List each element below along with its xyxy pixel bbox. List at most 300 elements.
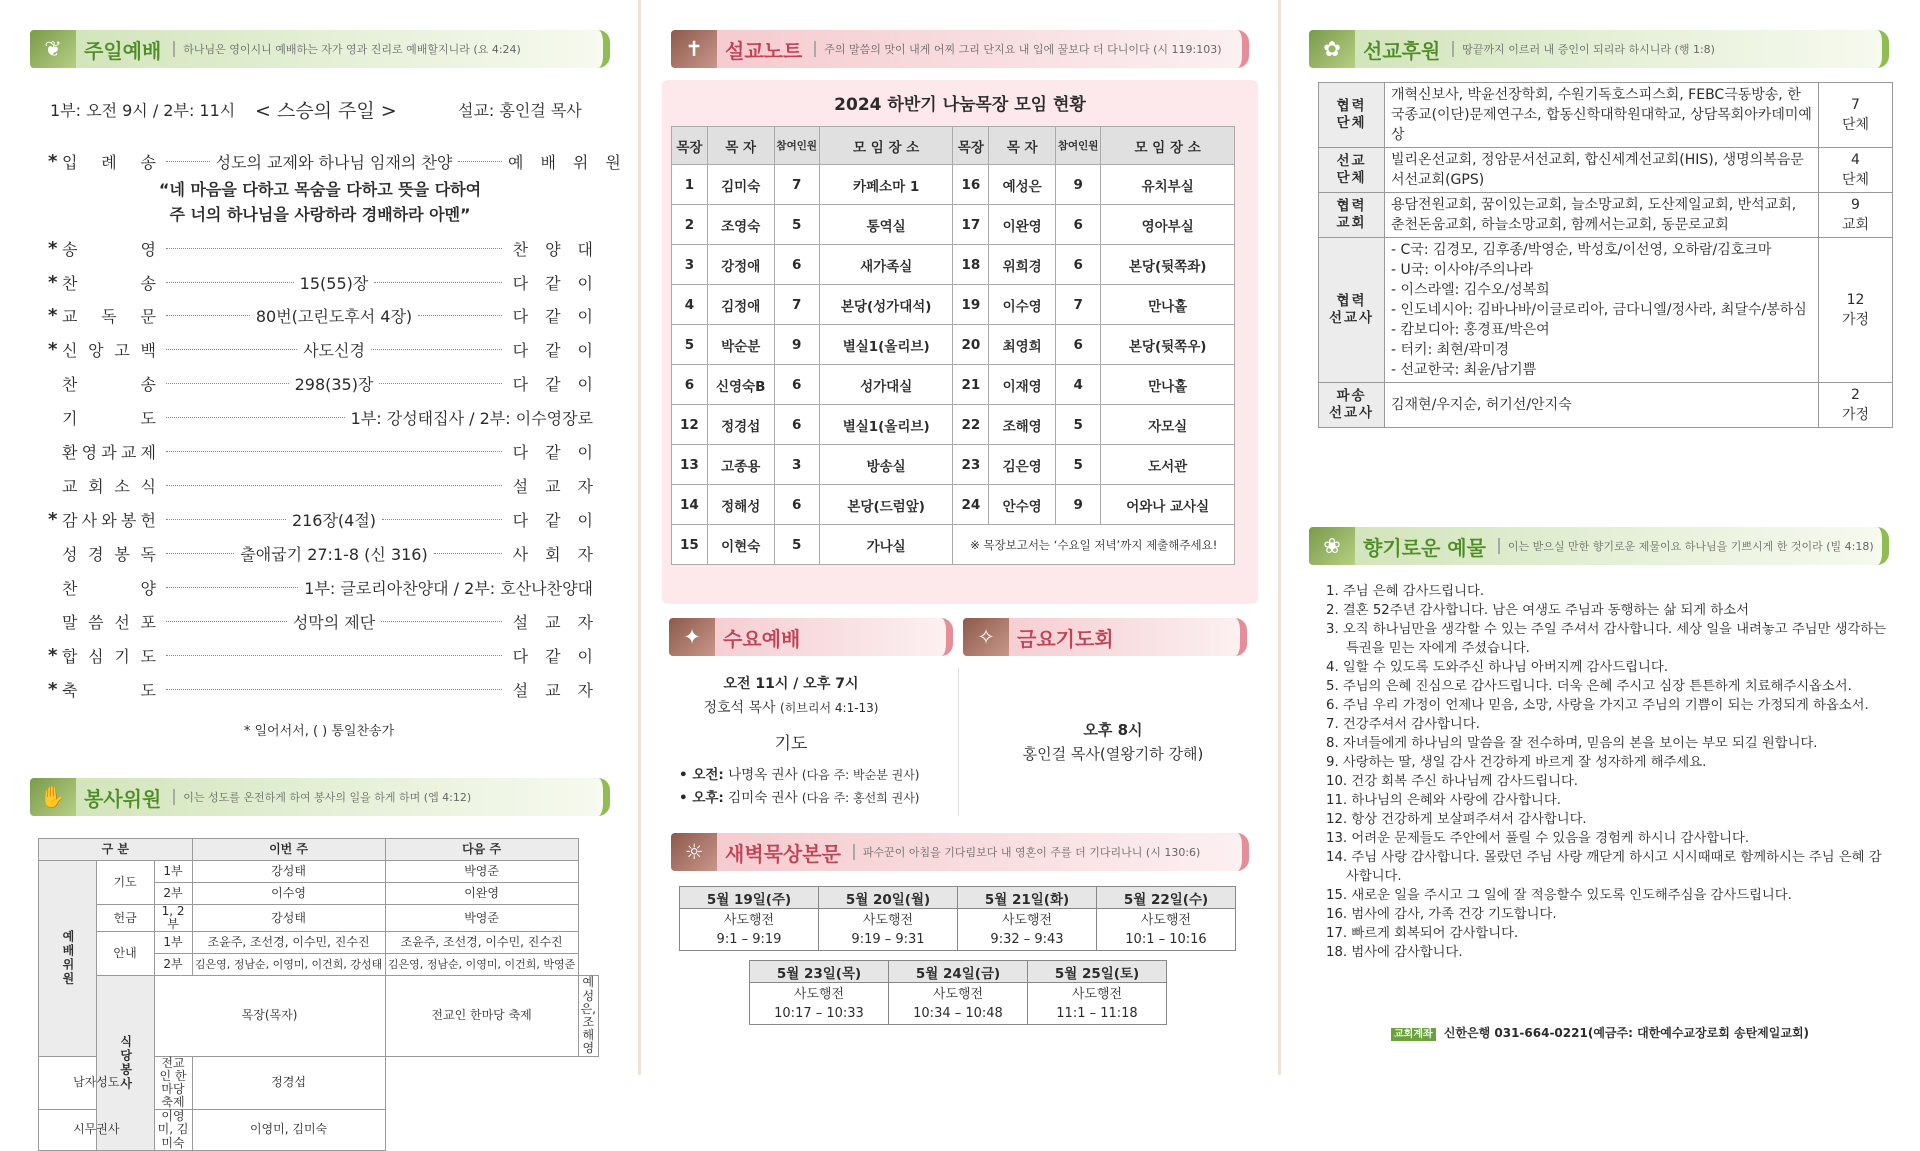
cell: 7 <box>1056 285 1101 325</box>
cell: 자모실 <box>1101 405 1235 445</box>
mission-row <box>1319 383 1893 428</box>
order-item-responsible: 다같이 <box>512 374 610 394</box>
leader-line <box>382 519 502 520</box>
order-item-responsible: 다같이 <box>512 646 610 666</box>
order-item-name <box>62 474 160 497</box>
cell: 6 <box>672 365 708 405</box>
missionary-item: - 선교한국: 최윤/남기쁨 <box>1391 360 1812 380</box>
name-char: 감 <box>62 510 78 530</box>
leader-line <box>166 161 210 162</box>
column-divider <box>958 668 959 816</box>
leader-line <box>166 451 502 452</box>
name-char: 봉 <box>120 510 137 530</box>
gratitude-item: 8. 자녀들에게 하나님의 말씀을 잘 전수하며, 믿음의 본을 보이는 부모 되길 원합니다. <box>1326 736 1818 751</box>
standing-mark: * <box>48 271 58 293</box>
name-char: 송 <box>140 374 156 394</box>
cell: 별실1(올리브) <box>819 405 953 445</box>
order-row <box>48 507 610 531</box>
prayer-pm-next: (다음 주: 홍선희 권사) <box>801 791 920 805</box>
account-tag: 교회계좌 <box>1391 1028 1436 1041</box>
panel-worship <box>0 0 638 1150</box>
part-cell: 1부 <box>154 861 192 883</box>
mission-row <box>1319 193 1893 238</box>
part-cell: 2부 <box>154 883 192 905</box>
cell: 어와나 교사실 <box>1101 485 1235 525</box>
prayer-am <box>679 763 920 783</box>
role-label: 안내 <box>96 932 154 976</box>
date-cell: 5월 23일(목) <box>750 961 889 983</box>
part-cell: 2부 <box>154 954 192 976</box>
table-row <box>672 245 1235 285</box>
leader-line <box>166 587 298 588</box>
date-cell: 5월 25일(토) <box>1028 961 1167 983</box>
name-char: 독 <box>140 544 156 564</box>
order-row <box>48 371 610 395</box>
leader-line <box>166 349 297 350</box>
volunteers-title: 봉사위원 <box>84 786 162 811</box>
mission-label: 선교 단체 <box>1319 148 1385 193</box>
mission-count: 7 단체 <box>1819 83 1893 148</box>
part-cell: 1부 <box>154 932 192 954</box>
col-header: 구 분 <box>39 839 193 861</box>
order-item-name <box>62 542 160 565</box>
prayer-pm-name: 김미숙 권사 <box>728 790 798 806</box>
passage-book: 사도행전 <box>1071 986 1123 1002</box>
order-item-responsible: 다같이 <box>512 442 610 462</box>
prayer-am-next: (다음 주: 박순분 권사) <box>801 768 920 782</box>
cell: 예성은, 조해영 <box>578 976 598 1056</box>
name-char: 영 <box>140 239 156 259</box>
cell: 6 <box>1056 245 1101 285</box>
standing-mark: * <box>48 338 58 360</box>
mission-label: 협력 선교사 <box>1319 238 1385 383</box>
mission-count: 4 단체 <box>1819 148 1893 193</box>
leader-line <box>166 621 287 622</box>
order-item-name <box>62 150 160 173</box>
order-item-responsible: 설교자 <box>512 612 610 632</box>
order-item-responsible: 예배위원 <box>508 152 638 172</box>
order-row <box>48 643 610 667</box>
gratitude-item: 18. 범사에 감사합니다. <box>1326 945 1463 960</box>
date-cell: 5월 21일(화) <box>958 887 1097 909</box>
prayer-pm <box>679 786 920 806</box>
cell: 위희경 <box>989 245 1056 285</box>
name-char: 양 <box>140 578 156 598</box>
small-group-panel <box>662 80 1258 604</box>
order-row <box>48 149 638 173</box>
col-header: 모 임 장 소 <box>819 127 953 165</box>
cell: 3 <box>672 245 708 285</box>
cell: 안수영 <box>989 485 1056 525</box>
gratitude-item: 2. 결혼 52주년 감사합니다. 남은 여생도 주님과 동행하는 삶 되게 하소서 <box>1326 603 1749 618</box>
passage-range: 11:1 – 11:18 <box>1056 1005 1138 1021</box>
volunteers-table <box>38 838 599 1151</box>
missionary-list <box>1391 240 1812 380</box>
order-item-content: 성도의 교제와 하나님 임재의 찬양 <box>215 152 453 172</box>
cell: 조윤주, 조선경, 이수민, 진수진 <box>192 932 385 954</box>
wednesday-preacher: 정호석 목사 <box>703 700 776 716</box>
missionary-item: - 인도네시아: 김바나바/이글로리아, 금다니엘/정사라, 최달수/봉하심 <box>1391 300 1812 320</box>
panel-sermon-notes <box>641 0 1278 1075</box>
dawn-table-week1 <box>679 886 1236 951</box>
cell: 조해영 <box>989 405 1056 445</box>
cell: 16 <box>953 165 989 205</box>
dawn-subtitle: 파수꾼이 아침을 기다림보다 내 영혼이 주를 더 기다리나니 (시 130:6) <box>853 844 1200 860</box>
name-char: 과 <box>101 442 117 462</box>
cell: 이완영 <box>385 883 578 905</box>
cell: 22 <box>953 405 989 445</box>
name-char: 독 <box>101 306 117 326</box>
service-times: 1부: 오전 9시 / 2부: 11시 <box>50 101 236 120</box>
name-char: 소 <box>114 476 130 496</box>
account-info <box>1391 1024 1809 1041</box>
standing-mark: * <box>48 644 58 666</box>
cell: 박순분 <box>707 325 774 365</box>
passage-range: 10:17 – 10:33 <box>774 1005 864 1021</box>
dawn-table-week2 <box>749 960 1167 1025</box>
col-header: 참여인원 <box>1056 127 1101 165</box>
name-char: 헌 <box>140 510 156 530</box>
standing-mark: * <box>48 150 58 172</box>
date-row <box>750 961 1167 983</box>
cell: 9 <box>774 325 819 365</box>
order-item-content: 사도신경 <box>303 340 365 360</box>
name-char: 앙 <box>88 340 104 360</box>
gratitude-banner <box>1309 527 1889 565</box>
leader-line <box>458 161 502 162</box>
cell: 조영숙 <box>707 205 774 245</box>
order-item-responsible: 다같이 <box>512 273 611 293</box>
table-row <box>672 325 1235 365</box>
date-cell: 5월 22일(수) <box>1097 887 1236 909</box>
passage-cell <box>680 909 819 951</box>
cell: 6 <box>1056 325 1101 365</box>
gratitude-item: 15. 새로운 일을 주시고 그 일에 잘 적응할수 있도록 인도해주심을 감사드립니다. <box>1326 888 1792 903</box>
mission-content: 용담전원교회, 꿈이있는교회, 늘소망교회, 도산제일교회, 반석교회, 춘천돈움교회, 하늘소망교회, 함께서는교회, 동문로교회 <box>1385 193 1819 238</box>
mission-count: 9 교회 <box>1819 193 1893 238</box>
cell: 강정애 <box>707 245 774 285</box>
sunrise-icon: ☼ <box>671 833 717 871</box>
passage-range: 9:32 – 9:43 <box>990 931 1064 947</box>
table-row <box>672 285 1235 325</box>
cell: 이완영 <box>989 205 1056 245</box>
cell: 박영준 <box>385 861 578 883</box>
name-char: 도 <box>140 646 156 666</box>
cell: 5 <box>1056 405 1101 445</box>
leader-line <box>166 519 286 520</box>
order-item-name <box>62 237 160 260</box>
mission-label: 협력 교회 <box>1319 193 1385 238</box>
friday-preacher: 홍인걸 목사(열왕기하 강해) <box>1022 745 1204 763</box>
table-row <box>672 205 1235 245</box>
leader-line <box>374 282 502 283</box>
gratitude-item: 3. 오직 하나님만을 생각할 수 있는 주일 주셔서 감사합니다. 세상 일을 내려놓고 주님만 생각하는 특권을 믿는 자에게 주셨습니다. <box>1326 622 1886 656</box>
leader-line <box>379 383 502 384</box>
cell: 본당(뒷쪽우) <box>1101 325 1235 365</box>
worship-banner <box>30 30 610 68</box>
cell: 유치부실 <box>1101 165 1235 205</box>
cell: 전교인 한마당 축제 <box>385 976 578 1056</box>
cell: 새가족실 <box>819 245 953 285</box>
cell: 강성태 <box>192 861 385 883</box>
leader-line <box>166 383 289 384</box>
passage-range: 10:1 – 10:16 <box>1125 931 1207 947</box>
passage-range: 9:19 – 9:31 <box>851 931 925 947</box>
mission-content: 김재현/우지순, 허기선/안지숙 <box>1385 383 1819 428</box>
name-char: 말 <box>62 612 78 632</box>
order-item-responsible: 1부: 강성태집사 / 2부: 이수영장로 <box>350 408 593 428</box>
service-header <box>50 96 590 120</box>
passage-book: 사도행전 <box>1001 912 1053 928</box>
missionary-item: - 캄보디아: 홍경표/박은여 <box>1391 320 1812 340</box>
cell: 전교인 한마당 축제 <box>154 1056 192 1110</box>
order-item-responsible: 설교자 <box>512 680 610 700</box>
order-item-name <box>62 304 160 327</box>
mission-row <box>1319 238 1893 383</box>
worship-subtitle: 하나님은 영이시니 예배하는 자가 영과 진리로 예배할지니라 (요 4:24) <box>173 41 521 57</box>
standing-mark: * <box>48 678 58 700</box>
name-char: 송 <box>140 152 156 172</box>
wednesday-info <box>641 672 941 756</box>
col-header: 목장 <box>953 127 989 165</box>
mission-row <box>1319 83 1893 148</box>
gratitude-item: 6. 주님 우리 가정이 언제나 믿음, 소망, 사랑을 가지고 주님의 기쁨이 되는 가정되게 하옵소서. <box>1326 698 1869 713</box>
name-char: 와 <box>101 510 117 530</box>
friday-info <box>963 718 1263 766</box>
table-row <box>672 485 1235 525</box>
name-char: 기 <box>62 408 78 428</box>
name-char: 교 <box>62 476 78 496</box>
name-char: 심 <box>88 646 104 666</box>
account-text: 신한은행 031-664-0221(예금주: 대한예수교장로회 송탄제일교회) <box>1443 1026 1810 1040</box>
role-label: 기도 <box>96 861 154 905</box>
cell: 7 <box>774 165 819 205</box>
order-item-name <box>62 338 160 361</box>
mission-content: 빌리온선교회, 정암문서선교회, 합신세계선교회(HIS), 생명의복음문서선교회(GPS) <box>1385 148 1819 193</box>
missionary-item: - 터키: 최현/곽미경 <box>1391 340 1812 360</box>
name-char: 선 <box>114 612 130 632</box>
cell: 19 <box>953 285 989 325</box>
gratitude-item: 16. 범사에 감사, 가족 건강 기도합니다. <box>1326 907 1557 922</box>
order-item-name <box>62 576 160 599</box>
order-item-responsible: 다같이 <box>512 340 611 360</box>
standing-mark: * <box>48 508 58 530</box>
order-item-responsible: 사회자 <box>512 544 611 564</box>
cell: 24 <box>953 485 989 525</box>
name-char: 고 <box>114 340 130 360</box>
cell: 5 <box>1056 445 1101 485</box>
cell: 김정애 <box>707 285 774 325</box>
passage-book: 사도행전 <box>862 912 914 928</box>
name-char: 찬 <box>62 578 78 598</box>
cell: 통역실 <box>819 205 953 245</box>
passage-cell <box>889 983 1028 1025</box>
missions-subtitle: 땅끝까지 이르러 내 증인이 되리라 하시니라 (행 1:8) <box>1452 41 1715 57</box>
order-item-responsible: 설교자 <box>512 476 610 496</box>
order-row <box>48 337 611 361</box>
order-item-content: 성막의 제단 <box>292 612 376 632</box>
cell: 18 <box>953 245 989 285</box>
cell: 3 <box>774 445 819 485</box>
name-char: 도 <box>140 408 156 428</box>
order-row <box>48 303 610 327</box>
name-char: 식 <box>140 476 156 496</box>
cell: 5 <box>774 525 819 565</box>
order-row <box>48 541 611 565</box>
cell: 만나홀 <box>1101 365 1235 405</box>
cell: 정해성 <box>707 485 774 525</box>
standing-mark: * <box>48 304 58 326</box>
gratitude-item: 7. 건강주셔서 감사합니다. <box>1326 717 1480 732</box>
gratitude-item: 10. 건강 회복 주신 하나님께 감사드립니다. <box>1326 774 1579 789</box>
passage-row <box>680 909 1236 951</box>
cell: 신영숙B <box>707 365 774 405</box>
report-note: ※ 목장보고서는 ‘수요일 저녁’까지 제출해주세요! <box>953 525 1235 565</box>
part-cell: 1, 2부 <box>154 905 192 932</box>
order-item-name <box>62 678 160 701</box>
order-item-content: 80번(고린도후서 4장) <box>255 306 413 326</box>
order-item-name <box>62 271 160 294</box>
mission-content <box>1385 238 1819 383</box>
col-header: 참여인원 <box>774 127 819 165</box>
cell: 13 <box>672 445 708 485</box>
wednesday-passage: (히브리서 4:1-13) <box>780 701 879 715</box>
cell: 최영희 <box>989 325 1056 365</box>
verse-line-1: “네 마음을 다하고 목숨을 다하고 뜻을 다하여 <box>158 180 482 199</box>
cell: 김은영, 정남순, 이영미, 이건희, 강성태 <box>192 954 385 976</box>
date-cell: 5월 19일(주) <box>680 887 819 909</box>
name-char: 문 <box>140 306 156 326</box>
order-item-responsible: 다같이 <box>512 510 610 530</box>
cell: 이영미, 김미숙 <box>192 1110 385 1151</box>
table-row <box>672 525 1235 565</box>
mission-row <box>1319 148 1893 193</box>
cell: 4 <box>1056 365 1101 405</box>
table-row <box>672 405 1235 445</box>
gratitude-item: 17. 빠르게 회복되어 감사합니다. <box>1326 926 1519 941</box>
friday-time: 오후 8시 <box>1083 721 1143 739</box>
passage-cell <box>1028 983 1167 1025</box>
cell: 15 <box>672 525 708 565</box>
order-item-responsible: 1부: 글로리아찬양대 / 2부: 호산나찬양대 <box>304 578 593 598</box>
worship-title: 주일예배 <box>84 38 162 63</box>
leader-line <box>166 553 234 554</box>
gratitude-title: 향기로운 예물 <box>1363 535 1486 560</box>
cell: 6 <box>774 245 819 285</box>
wednesday-title: 수요예배 <box>723 626 801 651</box>
cell: 본당(뒷쪽좌) <box>1101 245 1235 285</box>
cell: 23 <box>953 445 989 485</box>
sermon-notes-subtitle: 주의 말씀의 맛이 내게 어찌 그리 단지요 내 입에 꿀보다 더 다니이다 (시 119:103) <box>814 41 1221 57</box>
order-item-name <box>62 644 160 667</box>
cell: 강성태 <box>192 905 385 932</box>
cell: 김미숙 <box>707 165 774 205</box>
order-row <box>48 677 610 701</box>
cell: 방송실 <box>819 445 953 485</box>
passage-cell <box>750 983 889 1025</box>
date-cell: 5월 20일(월) <box>819 887 958 909</box>
name-char: 사 <box>81 510 98 530</box>
cell: 21 <box>953 365 989 405</box>
missionary-item: - C국: 김경모, 김후종/박영순, 박성호/이선영, 오하람/김호크마 <box>1391 240 1812 260</box>
order-item-content: 출애굽기 27:1-8 (신 316) <box>240 544 428 564</box>
name-char: 기 <box>114 646 130 666</box>
role-label: 헌금 <box>96 905 154 932</box>
group-label: 예배위원 <box>39 861 97 1057</box>
dawn-banner <box>671 833 1249 871</box>
prayer-title: 기도 <box>774 734 808 754</box>
leader-line <box>166 315 250 316</box>
cell: 정경섭 <box>707 405 774 445</box>
passage-row <box>750 983 1167 1025</box>
passage-book: 사도행전 <box>723 912 775 928</box>
order-row <box>48 236 610 260</box>
cell: 12 <box>672 405 708 445</box>
cell: 김은영, 정남순, 이영미, 이건희, 박영준 <box>385 954 578 976</box>
name-char: 입 <box>62 152 78 172</box>
passage-range: 9:1 – 9:19 <box>716 931 782 947</box>
prayer-icon: ✧ <box>963 618 1009 656</box>
leader-line <box>166 282 294 283</box>
gratitude-item: 9. 사랑하는 딸, 생일 감사 건강하게 바르게 잘 성자하게 해주세요. <box>1326 755 1707 770</box>
sermon-title: < 스승의 주일 > <box>255 100 397 122</box>
col-header: 모 임 장 소 <box>1101 127 1235 165</box>
sermon-notes-banner <box>671 30 1249 68</box>
name-char: 축 <box>62 680 78 700</box>
flower-icon: ❀ <box>1309 527 1355 565</box>
gratitude-item: 12. 항상 건강하게 보살펴주셔서 감사합니다. <box>1326 812 1587 827</box>
gratitude-item: 13. 어려운 문제들도 주안에서 풀릴 수 있음을 경험케 하시니 감사합니다. <box>1326 831 1750 846</box>
mission-content: 개혁신보사, 박윤선장학회, 수원기독호스피스회, FEBC극동방송, 한국종교(이단)문제연구소, 합동신학대학원대학교, 상담목회아카데미예상 <box>1385 83 1819 148</box>
leader-line <box>434 553 502 554</box>
leader-line <box>166 655 502 656</box>
verse-line-2: 주 너의 하나님을 사랑하라 경배하라 아멘” <box>169 205 471 224</box>
gratitude-item: 11. 하나님의 은혜와 사랑에 감사합니다. <box>1326 793 1561 808</box>
leader-line <box>371 349 502 350</box>
name-char: 도 <box>140 680 156 700</box>
name-char: 교 <box>120 442 137 462</box>
date-cell: 5월 24일(금) <box>889 961 1028 983</box>
leader-line <box>166 248 502 249</box>
small-group-title: 2024 하반기 나눔목장 모임 현황 <box>834 95 1086 115</box>
leaf-icon: ❦ <box>30 30 76 68</box>
prayer-am-label: • 오전: <box>679 767 724 783</box>
wednesday-banner <box>669 618 953 656</box>
friday-title: 금요기도회 <box>1017 626 1114 651</box>
gratitude-subtitle: 이는 받으실 만한 향기로운 제물이요 하나님을 기쁘시게 한 것이라 (빌 4:18) <box>1498 538 1874 554</box>
order-item-content: 216장(4절) <box>291 510 377 530</box>
order-row <box>48 405 593 429</box>
cell: 영아부실 <box>1101 205 1235 245</box>
cell: 7 <box>774 285 819 325</box>
order-item-responsible: 다같이 <box>512 306 610 326</box>
cell: 박영준 <box>385 905 578 932</box>
name-char: 송 <box>140 273 156 293</box>
small-group-table <box>671 126 1235 565</box>
passage-book: 사도행전 <box>1140 912 1192 928</box>
missions-table <box>1318 82 1893 428</box>
mission-label: 파송 선교사 <box>1319 383 1385 428</box>
leader-line <box>166 689 502 690</box>
cell: 별실1(올리브) <box>819 325 953 365</box>
bible-icon: ✝ <box>671 30 717 68</box>
leader-line <box>166 485 502 486</box>
date-row <box>680 887 1236 909</box>
order-row <box>48 473 610 497</box>
name-char: 제 <box>140 442 156 462</box>
order-item-name <box>62 440 160 463</box>
cell: 6 <box>774 405 819 445</box>
